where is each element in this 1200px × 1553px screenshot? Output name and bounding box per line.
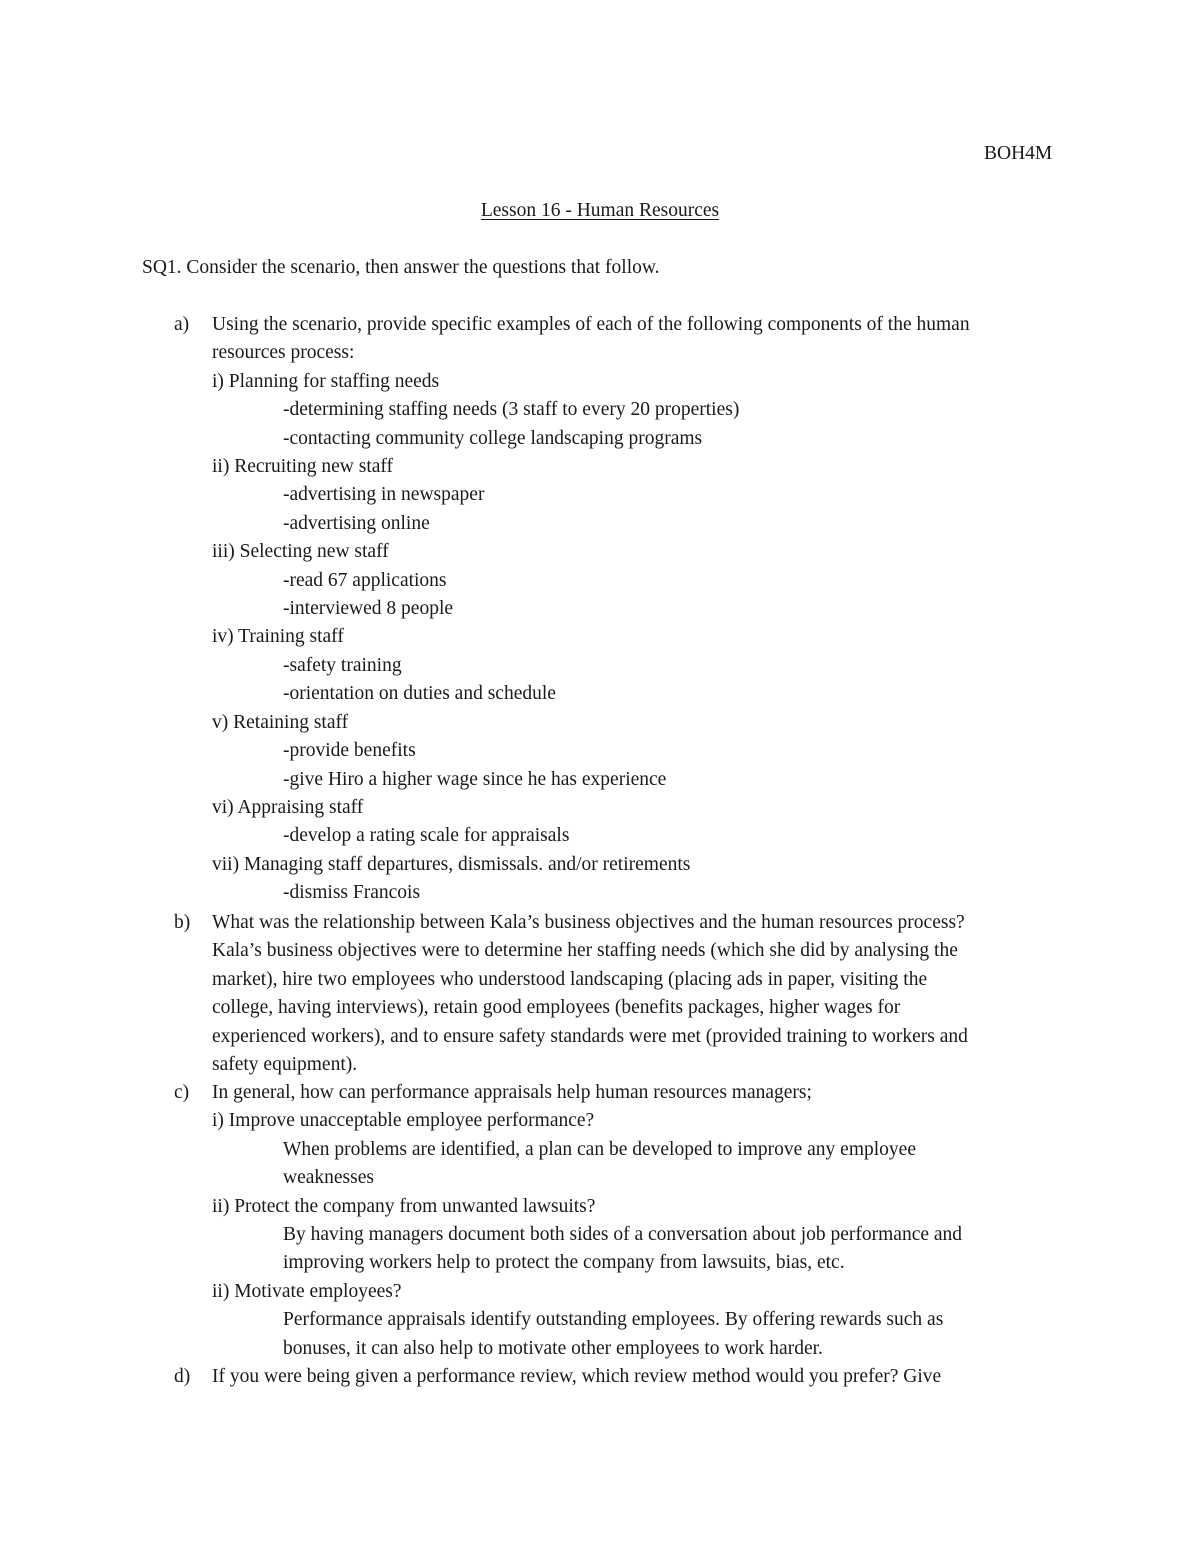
answer-line: By having managers document both sides of a conversation about job performance and <box>283 1224 963 1246</box>
item-point: -give Hiro a higher wage since he has experience <box>283 768 667 790</box>
answer-line: safety equipment). <box>212 1054 358 1076</box>
item-point: -safety training <box>283 654 402 676</box>
question-c-body <box>212 1079 1062 1363</box>
item-point: -advertising online <box>283 512 430 534</box>
question-d-label: d) <box>174 1366 191 1387</box>
answer-line: Kala’s business objectives were to determine her staffing needs (which she did by analysing the <box>212 940 958 962</box>
item-heading: v) Retaining staff <box>212 711 349 733</box>
item-point: -provide benefits <box>283 740 416 762</box>
item-heading: vii) Managing staff departures, dismissals. and/or retirements <box>212 853 691 875</box>
item-heading: i) Planning for staffing needs <box>212 370 440 392</box>
question-a-prompt-line-2: resources process: <box>212 342 355 364</box>
answer-line: experienced workers), and to ensure safety standards were met (provided training to workers and <box>212 1025 968 1047</box>
answer-line: Performance appraisals identify outstanding employees. By offering rewards such as <box>283 1309 944 1331</box>
item-point: -develop a rating scale for appraisals <box>283 825 570 847</box>
item-heading: ii) Recruiting new staff <box>212 456 394 478</box>
item-point: -dismiss Francois <box>283 882 421 904</box>
question-c-label: c) <box>174 1082 190 1103</box>
question-a-body <box>212 311 1062 908</box>
question-c-prompt: In general, how can performance appraisals help human resources managers; <box>212 1082 812 1103</box>
answer-line: bonuses, it can also help to motivate other employees to work harder. <box>283 1337 823 1359</box>
item-point: -advertising in newspaper <box>283 484 485 506</box>
item-heading: ii) Protect the company from unwanted lawsuits? <box>212 1195 596 1217</box>
item-heading: i) Improve unacceptable employee performance? <box>212 1110 595 1132</box>
page-title <box>0 197 1200 225</box>
item-heading: ii) Motivate employees? <box>212 1280 402 1302</box>
answer-line: weaknesses <box>283 1167 374 1189</box>
item-heading: iv) Training staff <box>212 626 344 648</box>
item-heading: vi) Appraising staff <box>212 796 364 818</box>
answer-line: college, having interviews), retain good employees (benefits packages, higher wages for <box>212 997 901 1019</box>
question-b-label: b) <box>174 912 191 933</box>
item-heading: iii) Selecting new staff <box>212 541 389 563</box>
item-point: -read 67 applications <box>283 569 447 591</box>
question-a-prompt-line-1: Using the scenario, provide specific examples of each of the following components of the human <box>212 314 970 335</box>
question-d-prompt: If you were being given a performance review, which review method would you prefer? Give <box>212 1366 942 1387</box>
question-b-body <box>212 909 1062 1079</box>
item-point: -orientation on duties and schedule <box>283 683 556 705</box>
question-a-label: a) <box>174 314 190 335</box>
question-b-prompt: What was the relationship between Kala’s business objectives and the human resources process? <box>212 912 965 933</box>
item-point: -determining staffing needs (3 staff to every 20 properties) <box>283 399 740 421</box>
page-title-text: Lesson 16 - Human Resources <box>480 200 720 221</box>
question-d-body <box>212 1363 1062 1391</box>
intro-instruction: SQ1. Consider the scenario, then answer the questions that follow. <box>142 257 660 278</box>
item-point: -interviewed 8 people <box>283 598 454 620</box>
answer-line: When problems are identified, a plan can be developed to improve any employee <box>283 1138 916 1160</box>
course-code: BOH4M <box>984 143 1053 164</box>
answer-line: market), hire two employees who understood landscaping (placing ads in paper, visiting the <box>212 968 928 990</box>
answer-line: improving workers help to protect the company from lawsuits, bias, etc. <box>283 1252 845 1274</box>
item-point: -contacting community college landscaping programs <box>283 427 703 449</box>
